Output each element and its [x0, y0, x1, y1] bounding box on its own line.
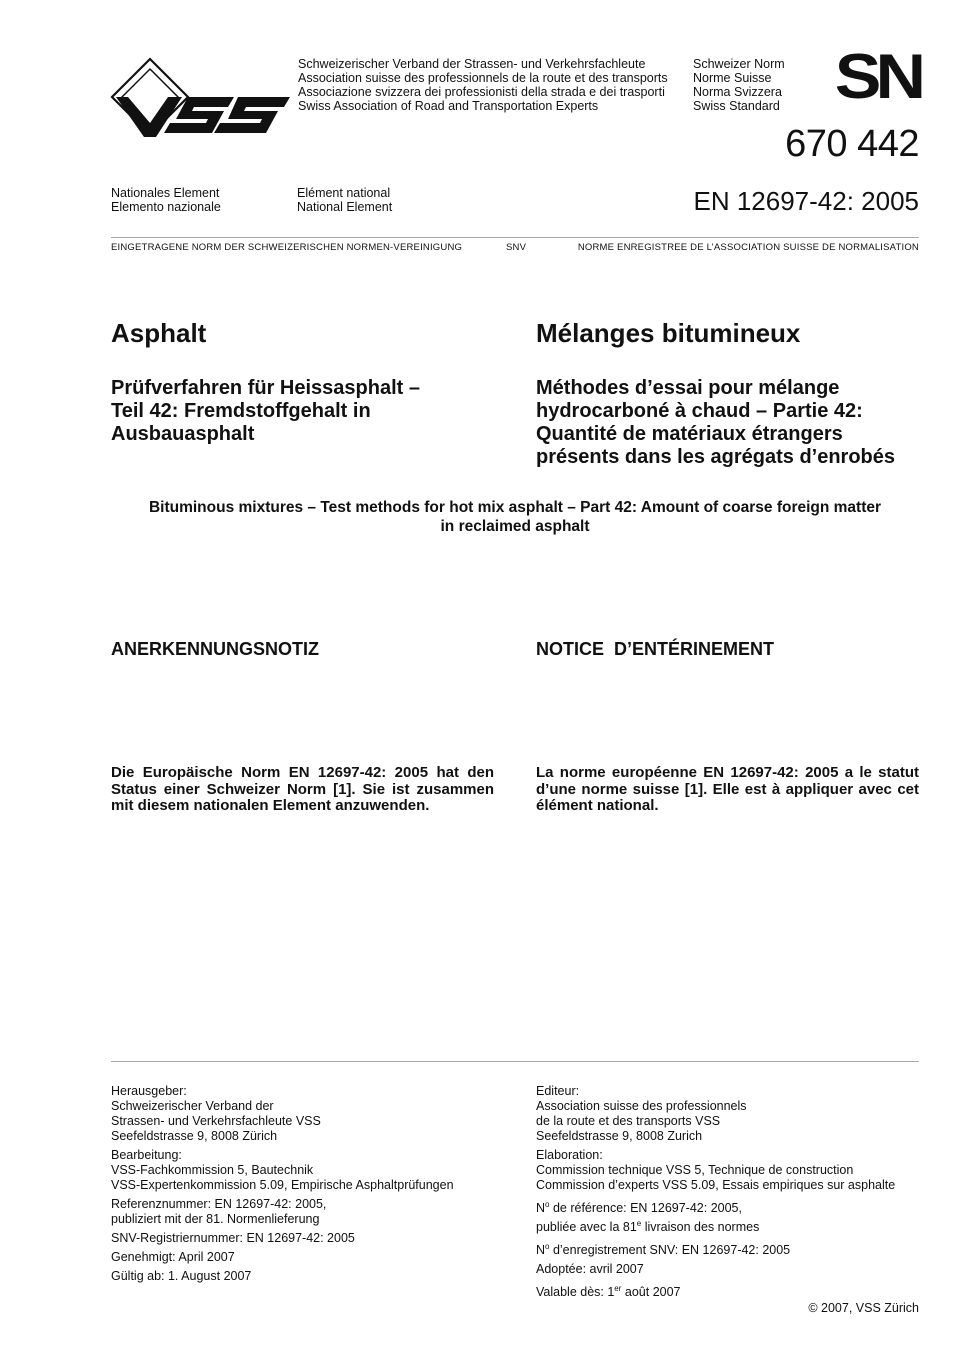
superscript: e — [636, 1219, 642, 1229]
vss-diamond-logo-icon — [110, 57, 292, 139]
title-en-line: Bituminous mixtures – Test methods for hot mix asphalt – Part 42: Amount of coarse foreign matter — [148, 499, 882, 516]
norm-type-en: Swiss Standard — [693, 99, 780, 113]
text: livraison des normes — [641, 1220, 760, 1235]
national-element-label: Nationales Element — [111, 186, 220, 200]
registration-number: SNV-Registriernummer: EN 12697-42: 2005 — [111, 1231, 355, 1245]
superscript: o — [545, 1242, 550, 1252]
valid-date — [536, 1281, 895, 1300]
text: de référence: EN 12697-42: 2005, — [549, 1201, 742, 1216]
reference-publication: publiziert mit der 81. Normenlieferung — [111, 1212, 320, 1226]
publisher-line: Strassen- und Verkehrsfachleute VSS — [111, 1114, 321, 1128]
footer-de — [111, 1084, 454, 1284]
sn-logo: SN — [834, 41, 920, 112]
approved-date: Genehmigt: April 2007 — [111, 1250, 235, 1264]
national-element-fr — [297, 186, 392, 214]
editing-line: VSS-Expertenkommission 5.09, Empirische Asphaltprüfungen — [111, 1178, 454, 1192]
title-fr: Mélanges bitumineux — [536, 318, 801, 348]
publisher-label: Editeur: — [536, 1084, 580, 1098]
notice-heading-de: ANERKENNUNGSNOTIZ — [111, 639, 320, 659]
subtitle-de-line: Teil 42: Fremdstoffgehalt in — [111, 400, 371, 422]
norm-type-fr: Norme Suisse — [693, 71, 772, 85]
text: N — [536, 1201, 546, 1216]
superscript: o — [545, 1200, 550, 1209]
national-element-label-it: Elemento nazionale — [111, 200, 221, 214]
editing-line: Commission d’experts VSS 5.09, Essais empiriques sur asphalte — [536, 1178, 896, 1192]
publisher-label: Herausgeber: — [111, 1084, 187, 1098]
norm-number: 670 442 — [785, 123, 919, 165]
title-en — [111, 499, 919, 536]
superscript: er — [614, 1284, 622, 1294]
footer-fr — [536, 1084, 895, 1301]
publisher-line: Association suisse des professionnels — [536, 1099, 747, 1113]
text: Valable dès: 1 — [536, 1285, 615, 1300]
publisher-address: Seefeldstrasse 9, 8008 Zürich — [111, 1129, 278, 1143]
text: d’enregistrement SNV: EN 12697-42: 2005 — [549, 1243, 791, 1258]
publisher-line: de la route et des transports VSS — [536, 1114, 721, 1128]
registration-number — [536, 1239, 895, 1258]
reference-publication — [536, 1216, 895, 1235]
title-en-line: in reclaimed asphalt — [440, 517, 590, 535]
subtitle-de — [111, 377, 420, 446]
reference-number — [536, 1197, 895, 1216]
valid-date: Gültig ab: 1. August 2007 — [111, 1269, 252, 1283]
publisher-address: Seefeldstrasse 9, 8008 Zurich — [536, 1129, 703, 1143]
subtitle-fr-line: Méthodes d’essai pour mélange — [536, 377, 840, 399]
notice-text-de: Die Europäische Norm EN 12697-42: 2005 hat den Status einer Schweizer Norm [1]. Sie ist zusammen mit diesem nationalen Element anzuwenden. — [111, 764, 494, 814]
org-name-fr: Association suisse des professionnels de la route et des transports — [298, 71, 668, 85]
registered-norm-de: EINGETRAGENE NORM DER SCHWEIZERISCHEN NORMEN-VEREINIGUNG — [111, 242, 463, 253]
text: publiée avec la 81 — [536, 1220, 637, 1235]
national-element-label-fr: Elément national — [297, 186, 391, 200]
org-name-it: Associazione svizzera dei professionisti della strada e dei trasporti — [298, 85, 665, 99]
header-divider — [111, 237, 919, 238]
subtitle-fr-line: hydrocarboné à chaud – Partie 42: — [536, 400, 863, 422]
editing-label: Elaboration: — [536, 1148, 603, 1162]
subtitle-fr-line: présents dans les agrégats d’enrobés — [536, 446, 896, 468]
registered-norm-snv: SNV — [506, 242, 527, 253]
norm-type-it: Norma Svizzera — [693, 85, 782, 99]
copyright: © 2007, VSS Zürich — [808, 1301, 919, 1315]
notice-heading-fr: NOTICE D’ENTÉRINEMENT — [536, 639, 775, 659]
subtitle-de-line: Prüfverfahren für Heissasphalt – — [111, 377, 420, 399]
approved-date: Adoptée: avril 2007 — [536, 1262, 644, 1277]
title-de: Asphalt — [111, 318, 207, 348]
footer-divider — [111, 1061, 919, 1062]
subtitle-fr — [536, 377, 895, 469]
reference-number: Referenznummer: EN 12697-42: 2005, — [111, 1197, 327, 1211]
editing-label: Bearbeitung: — [111, 1148, 182, 1162]
norm-type-de: Schweizer Norm — [693, 57, 785, 71]
registered-norm-fr: NORME ENREGISTREE DE L’ASSOCIATION SUISSE DE NORMALISATION — [577, 242, 919, 253]
text: août 2007 — [621, 1285, 681, 1300]
editing-line: Commission technique VSS 5, Technique de construction — [536, 1163, 854, 1177]
subtitle-fr-line: Quantité de matériaux étrangers — [536, 423, 843, 445]
national-element-de — [111, 186, 221, 214]
notice-text-fr: La norme européenne EN 12697-42: 2005 a le statut d’une norme suisse [1]. Elle est à appliquer avec cet élément national. — [536, 764, 919, 814]
org-name-de: Schweizerischer Verband der Strassen- und Verkehrsfachleute — [298, 57, 646, 71]
text: N — [536, 1243, 546, 1258]
en-number: EN 12697-42: 2005 — [693, 186, 919, 216]
publisher-line: Schweizerischer Verband der — [111, 1099, 274, 1113]
editing-line: VSS-Fachkommission 5, Bautechnik — [111, 1163, 314, 1177]
norm-type — [693, 57, 785, 113]
national-element-label-en: National Element — [297, 200, 393, 214]
org-names — [298, 57, 668, 113]
subtitle-de-line: Ausbauasphalt — [111, 423, 255, 445]
org-name-en: Swiss Association of Road and Transportation Experts — [298, 99, 599, 113]
